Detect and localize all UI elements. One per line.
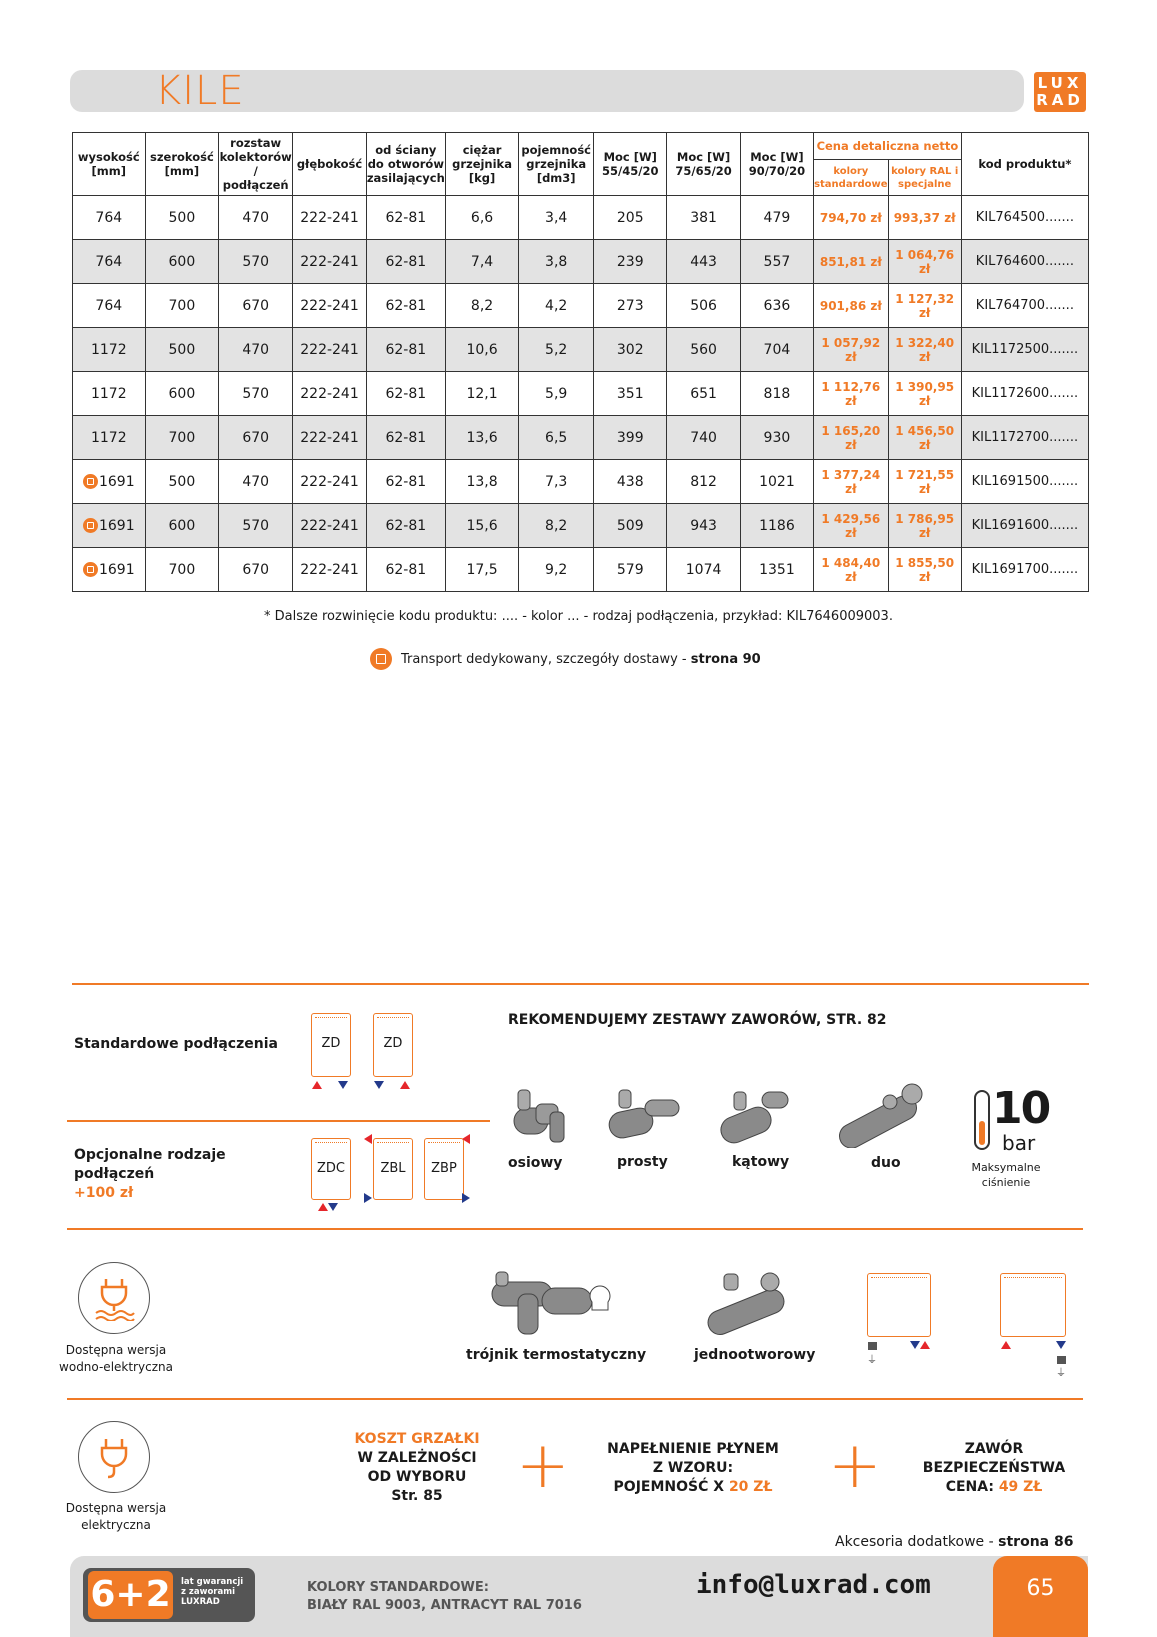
plus-icon: + bbox=[516, 1429, 570, 1503]
cell-code: KIL1172700....... bbox=[961, 416, 1088, 460]
supply-arrow-icon bbox=[920, 1341, 930, 1349]
cell-w: 600 bbox=[145, 372, 219, 416]
return-arrow-icon bbox=[338, 1081, 348, 1089]
fill-line-1: NAPEŁNIENIE PŁYNEM bbox=[607, 1441, 779, 1457]
safety-valve-block bbox=[906, 1440, 1082, 1497]
water-electric-caption-1: Dostępna wersja bbox=[65, 1343, 167, 1357]
cell-s: 470 bbox=[219, 460, 293, 504]
cell-c2: 993,37 zł bbox=[888, 196, 961, 240]
cell-w: 500 bbox=[145, 460, 219, 504]
cell-p2: 651 bbox=[667, 372, 740, 416]
cell-kg: 13,8 bbox=[445, 460, 518, 504]
optional-price: +100 zł bbox=[74, 1185, 134, 1201]
cell-c2: 1 064,76 zł bbox=[888, 240, 961, 284]
footnote: * Dalsze rozwinięcie kodu produktu: .... - kolor ... - rodzaj podłączenia, przykład: KIL7646009003. bbox=[264, 609, 893, 624]
cell-dm: 5,2 bbox=[519, 328, 594, 372]
supply-arrow-icon bbox=[312, 1081, 322, 1089]
cell-d: 222-241 bbox=[293, 460, 367, 504]
cell-kg: 13,6 bbox=[445, 416, 518, 460]
accessories-text: Akcesoria dodatkowe - bbox=[835, 1534, 999, 1550]
cell-p2: 443 bbox=[667, 240, 740, 284]
zd-label: ZD bbox=[321, 1036, 341, 1051]
valve-angle-icon bbox=[716, 1086, 794, 1144]
cell-h: 1691 bbox=[73, 460, 146, 504]
valve-label-straight: prosty bbox=[617, 1154, 668, 1170]
optional-connections-label bbox=[74, 1146, 226, 1203]
transport-text-main: Transport dedykowany, szczegóły dostawy - bbox=[401, 651, 691, 667]
single-hole-valve-icon bbox=[700, 1268, 804, 1338]
page-title: KILE bbox=[155, 68, 245, 114]
cell-p1: 273 bbox=[594, 284, 667, 328]
pressure-label bbox=[966, 1160, 1046, 1190]
th-price-ral: kolory RAL i specjalne bbox=[888, 160, 961, 196]
cell-w: 500 bbox=[145, 328, 219, 372]
cell-c2: 1 855,50 zł bbox=[888, 548, 961, 592]
cell-c1: 1 377,24 zł bbox=[814, 460, 888, 504]
supply-arrow-icon bbox=[1001, 1341, 1011, 1349]
pressure-gauge-icon bbox=[974, 1090, 990, 1150]
cell-dm: 9,2 bbox=[519, 548, 594, 592]
fill-line-3 bbox=[588, 1478, 798, 1497]
heater-plug-icon bbox=[868, 1342, 877, 1350]
cell-c1: 1 057,92 zł bbox=[814, 328, 888, 372]
cell-s: 670 bbox=[219, 416, 293, 460]
pressure-label-1: Maksymalne bbox=[971, 1161, 1041, 1174]
electric-caption-2: elektryczna bbox=[81, 1518, 151, 1532]
standard-connections-label: Standardowe podłączenia bbox=[74, 1036, 278, 1052]
cell-kg: 8,2 bbox=[445, 284, 518, 328]
cell-h: 1172 bbox=[73, 416, 146, 460]
safety-valve-line-3 bbox=[906, 1478, 1082, 1497]
accessories-page-link[interactable]: strona 86 bbox=[998, 1534, 1074, 1550]
warranty-line-2: z zaworami bbox=[181, 1587, 235, 1597]
th-spacing: rozstaw kolektorów / podłączeń bbox=[219, 133, 293, 196]
th-depth: głębokość bbox=[293, 133, 367, 196]
page-number: 65 bbox=[1026, 1576, 1055, 1601]
cell-kg: 17,5 bbox=[445, 548, 518, 592]
safety-valve-line-2: BEZPIECZEŃSTWA bbox=[922, 1460, 1066, 1476]
single-hole-label: jednootworowy bbox=[694, 1347, 816, 1363]
cell-w: 600 bbox=[145, 240, 219, 284]
cell-p2: 943 bbox=[667, 504, 740, 548]
cell-o: 62-81 bbox=[366, 240, 445, 284]
valve-straight-icon bbox=[605, 1086, 685, 1144]
cell-p3: 636 bbox=[740, 284, 813, 328]
cell-kg: 6,6 bbox=[445, 196, 518, 240]
spec-table bbox=[72, 132, 1089, 592]
cell-dm: 6,5 bbox=[519, 416, 594, 460]
cell-o: 62-81 bbox=[366, 504, 445, 548]
supply-arrow-icon bbox=[462, 1134, 470, 1144]
truck-icon bbox=[83, 518, 98, 533]
return-arrow-icon bbox=[374, 1081, 384, 1089]
cell-c2: 1 127,32 zł bbox=[888, 284, 961, 328]
cell-p1: 399 bbox=[594, 416, 667, 460]
cell-h: 1172 bbox=[73, 328, 146, 372]
valve-axial-icon bbox=[508, 1086, 572, 1144]
heater-cost-block bbox=[337, 1430, 497, 1506]
heater-cost-line-2: W ZALEŻNOŚCI bbox=[357, 1450, 477, 1466]
cell-w: 700 bbox=[145, 284, 219, 328]
water-electric-icon bbox=[78, 1262, 150, 1334]
luxrad-logo bbox=[1034, 72, 1086, 112]
standard-colors bbox=[307, 1579, 582, 1615]
th-capacity: pojemność grzejnika [dm3] bbox=[519, 133, 594, 196]
water-electric-caption-2: wodno-elektryczna bbox=[59, 1360, 173, 1374]
supply-arrow-icon bbox=[318, 1203, 328, 1211]
cell-code: KIL1691600....... bbox=[961, 504, 1088, 548]
electric-icon bbox=[78, 1421, 150, 1493]
radiator-zdc bbox=[311, 1138, 351, 1200]
th-power-1: Moc [W] 55/45/20 bbox=[594, 133, 667, 196]
cell-code: KIL764700....... bbox=[961, 284, 1088, 328]
cell-p2: 560 bbox=[667, 328, 740, 372]
electric-caption bbox=[54, 1500, 178, 1534]
cell-kg: 10,6 bbox=[445, 328, 518, 372]
electric-caption-1: Dostępna wersja bbox=[65, 1501, 167, 1515]
cell-h: 764 bbox=[73, 196, 146, 240]
radiator-heater-side bbox=[1000, 1273, 1066, 1337]
valve-label-angle: kątowy bbox=[732, 1154, 790, 1170]
cell-p1: 205 bbox=[594, 196, 667, 240]
cell-c2: 1 721,55 zł bbox=[888, 460, 961, 504]
cell-s: 570 bbox=[219, 372, 293, 416]
warranty-line-1: lat gwarancji bbox=[181, 1577, 244, 1587]
th-weight: ciężar grzejnika [kg] bbox=[445, 133, 518, 196]
plus-icon: + bbox=[828, 1429, 882, 1503]
table-row bbox=[73, 460, 1089, 504]
cell-o: 62-81 bbox=[366, 328, 445, 372]
radiator-zbl bbox=[373, 1138, 413, 1200]
cell-p2: 740 bbox=[667, 416, 740, 460]
cell-o: 62-81 bbox=[366, 460, 445, 504]
cell-code: KIL1691500....... bbox=[961, 460, 1088, 504]
cell-d: 222-241 bbox=[293, 240, 367, 284]
cell-p3: 1186 bbox=[740, 504, 813, 548]
cell-p1: 351 bbox=[594, 372, 667, 416]
cell-c2: 1 456,50 zł bbox=[888, 416, 961, 460]
cell-dm: 3,4 bbox=[519, 196, 594, 240]
cell-h: 1691 bbox=[73, 548, 146, 592]
warranty-text bbox=[181, 1577, 243, 1607]
return-arrow-icon bbox=[910, 1341, 920, 1349]
transport-note bbox=[370, 648, 761, 670]
cell-w: 700 bbox=[145, 416, 219, 460]
cell-dm: 7,3 bbox=[519, 460, 594, 504]
safety-valve-price-label: CENA: bbox=[945, 1479, 999, 1495]
truck-icon bbox=[83, 474, 98, 489]
valve-duo-icon bbox=[830, 1082, 930, 1148]
cell-dm: 4,2 bbox=[519, 284, 594, 328]
cell-p2: 1074 bbox=[667, 548, 740, 592]
plug-icon: ⏚ bbox=[867, 1355, 877, 1366]
table-row bbox=[73, 548, 1089, 592]
thermostatic-tee-icon bbox=[488, 1268, 620, 1338]
heater-plug-icon bbox=[1057, 1356, 1066, 1364]
valve-label-duo: duo bbox=[871, 1155, 901, 1171]
cell-s: 670 bbox=[219, 548, 293, 592]
table-row bbox=[73, 372, 1089, 416]
th-price-std: kolory standardowe bbox=[814, 160, 888, 196]
valve-label-axial: osiowy bbox=[508, 1155, 563, 1171]
return-arrow-icon bbox=[1056, 1341, 1066, 1349]
th-width: szerokość [mm] bbox=[145, 133, 219, 196]
thermostatic-tee-label: trójnik termostatyczny bbox=[466, 1347, 647, 1363]
cell-o: 62-81 bbox=[366, 284, 445, 328]
cell-h: 1691 bbox=[73, 504, 146, 548]
radiator-zbp bbox=[424, 1138, 464, 1200]
truck-icon bbox=[83, 562, 98, 577]
radiator-zd-2 bbox=[373, 1013, 413, 1077]
cell-s: 570 bbox=[219, 240, 293, 284]
cell-code: KIL1172500....... bbox=[961, 328, 1088, 372]
supply-arrow-icon bbox=[364, 1134, 372, 1144]
return-arrow-icon bbox=[462, 1193, 470, 1203]
warranty-years: 6+2 bbox=[88, 1571, 173, 1619]
divider bbox=[67, 1120, 490, 1122]
valves-heading: REKOMENDUJEMY ZESTAWY ZAWORÓW, STR. 82 bbox=[508, 1012, 887, 1028]
table-row bbox=[73, 240, 1089, 284]
plug-water-icon bbox=[92, 1275, 136, 1321]
zd-label: ZD bbox=[383, 1036, 403, 1051]
cell-c2: 1 322,40 zł bbox=[888, 328, 961, 372]
cell-kg: 7,4 bbox=[445, 240, 518, 284]
plug-icon: ⏚ bbox=[1056, 1368, 1066, 1379]
optional-label-1: Opcjonalne rodzaje bbox=[74, 1147, 226, 1163]
return-arrow-icon bbox=[328, 1203, 338, 1211]
cell-p3: 704 bbox=[740, 328, 813, 372]
cell-p2: 812 bbox=[667, 460, 740, 504]
standard-colors-values: BIAŁY RAL 9003, ANTRACYT RAL 7016 bbox=[307, 1598, 582, 1613]
cell-c1: 1 112,76 zł bbox=[814, 372, 888, 416]
cell-p3: 557 bbox=[740, 240, 813, 284]
cell-d: 222-241 bbox=[293, 196, 367, 240]
cell-p2: 506 bbox=[667, 284, 740, 328]
cell-p1: 438 bbox=[594, 460, 667, 504]
return-arrow-icon bbox=[364, 1193, 372, 1203]
heater-cost-line-3: OD WYBORU bbox=[367, 1469, 467, 1485]
fill-formula: POJEMNOŚĆ X bbox=[613, 1479, 729, 1495]
cell-o: 62-81 bbox=[366, 372, 445, 416]
safety-valve-price: 49 ZŁ bbox=[998, 1479, 1043, 1495]
pressure-label-2: ciśnienie bbox=[981, 1176, 1031, 1189]
cell-o: 62-81 bbox=[366, 548, 445, 592]
zbl-label: ZBL bbox=[380, 1161, 406, 1176]
cell-c1: 851,81 zł bbox=[814, 240, 888, 284]
cell-c2: 1 786,95 zł bbox=[888, 504, 961, 548]
cell-p3: 479 bbox=[740, 196, 813, 240]
contact-email[interactable]: info@luxrad.com bbox=[696, 1570, 931, 1600]
cell-code: KIL764500....... bbox=[961, 196, 1088, 240]
cell-dm: 3,8 bbox=[519, 240, 594, 284]
table-body bbox=[73, 196, 1089, 592]
cell-code: KIL764600....... bbox=[961, 240, 1088, 284]
cell-h: 764 bbox=[73, 284, 146, 328]
cell-c1: 1 484,40 zł bbox=[814, 548, 888, 592]
logo-line-1: LUX bbox=[1037, 74, 1083, 92]
cell-s: 470 bbox=[219, 196, 293, 240]
cell-code: KIL1172600....... bbox=[961, 372, 1088, 416]
cell-w: 500 bbox=[145, 196, 219, 240]
transport-text bbox=[401, 652, 761, 667]
warranty-line-3: LUXRAD bbox=[181, 1597, 220, 1607]
cell-p3: 1021 bbox=[740, 460, 813, 504]
plug-icon bbox=[94, 1435, 134, 1479]
accessories-note bbox=[835, 1534, 1073, 1550]
fill-block bbox=[588, 1440, 798, 1497]
table-row bbox=[73, 328, 1089, 372]
th-price: Cena detaliczna netto bbox=[814, 133, 962, 160]
table-row bbox=[73, 284, 1089, 328]
optional-label-2: podłączeń bbox=[74, 1166, 155, 1182]
pressure-unit: bar bbox=[1002, 1131, 1036, 1155]
radiator-zd-1 bbox=[311, 1013, 351, 1077]
cell-p3: 1351 bbox=[740, 548, 813, 592]
cell-d: 222-241 bbox=[293, 504, 367, 548]
cell-c1: 794,70 zł bbox=[814, 196, 888, 240]
th-power-2: Moc [W] 75/65/20 bbox=[667, 133, 740, 196]
cell-p1: 239 bbox=[594, 240, 667, 284]
cell-d: 222-241 bbox=[293, 372, 367, 416]
cell-o: 62-81 bbox=[366, 196, 445, 240]
cell-h: 764 bbox=[73, 240, 146, 284]
fill-price: 20 ZŁ bbox=[728, 1479, 773, 1495]
heater-cost-page: Str. 85 bbox=[391, 1488, 443, 1504]
th-height: wysokość [mm] bbox=[73, 133, 146, 196]
radiator-heater-bottom bbox=[867, 1273, 931, 1337]
table-row bbox=[73, 416, 1089, 460]
cell-kg: 15,6 bbox=[445, 504, 518, 548]
cell-d: 222-241 bbox=[293, 416, 367, 460]
supply-arrow-icon bbox=[400, 1081, 410, 1089]
truck-icon bbox=[370, 648, 392, 670]
th-wall: od ściany do otworów zasilających bbox=[366, 133, 445, 196]
transport-page-link[interactable]: strona 90 bbox=[690, 651, 761, 667]
safety-valve-line-1: ZAWÓR bbox=[964, 1441, 1024, 1457]
cell-d: 222-241 bbox=[293, 284, 367, 328]
cell-c1: 901,86 zł bbox=[814, 284, 888, 328]
zdc-label: ZDC bbox=[317, 1161, 345, 1176]
cell-s: 670 bbox=[219, 284, 293, 328]
heater-cost-title: KOSZT GRZAŁKI bbox=[354, 1431, 480, 1447]
cell-dm: 8,2 bbox=[519, 504, 594, 548]
cell-code: KIL1691700....... bbox=[961, 548, 1088, 592]
th-code: kod produktu* bbox=[961, 133, 1088, 196]
th-power-3: Moc [W] 90/70/20 bbox=[740, 133, 813, 196]
divider bbox=[67, 1228, 1083, 1230]
cell-h: 1172 bbox=[73, 372, 146, 416]
cell-s: 570 bbox=[219, 504, 293, 548]
table-row bbox=[73, 504, 1089, 548]
cell-p1: 579 bbox=[594, 548, 667, 592]
cell-p3: 930 bbox=[740, 416, 813, 460]
cell-kg: 12,1 bbox=[445, 372, 518, 416]
cell-d: 222-241 bbox=[293, 328, 367, 372]
pressure-value: 10 bbox=[992, 1083, 1050, 1134]
cell-p3: 818 bbox=[740, 372, 813, 416]
cell-d: 222-241 bbox=[293, 548, 367, 592]
cell-p1: 302 bbox=[594, 328, 667, 372]
divider bbox=[72, 983, 1089, 985]
cell-c1: 1 429,56 zł bbox=[814, 504, 888, 548]
fill-line-2: Z WZORU: bbox=[652, 1460, 734, 1476]
cell-w: 700 bbox=[145, 548, 219, 592]
cell-w: 600 bbox=[145, 504, 219, 548]
standard-colors-title: KOLORY STANDARDOWE: bbox=[307, 1580, 489, 1595]
divider bbox=[67, 1398, 1083, 1400]
cell-s: 470 bbox=[219, 328, 293, 372]
water-electric-caption bbox=[54, 1342, 178, 1376]
cell-c2: 1 390,95 zł bbox=[888, 372, 961, 416]
cell-o: 62-81 bbox=[366, 416, 445, 460]
logo-line-2: RAD bbox=[1036, 91, 1084, 109]
cell-p2: 381 bbox=[667, 196, 740, 240]
cell-p1: 509 bbox=[594, 504, 667, 548]
cell-dm: 5,9 bbox=[519, 372, 594, 416]
zbp-label: ZBP bbox=[431, 1161, 457, 1176]
table-row bbox=[73, 196, 1089, 240]
cell-c1: 1 165,20 zł bbox=[814, 416, 888, 460]
